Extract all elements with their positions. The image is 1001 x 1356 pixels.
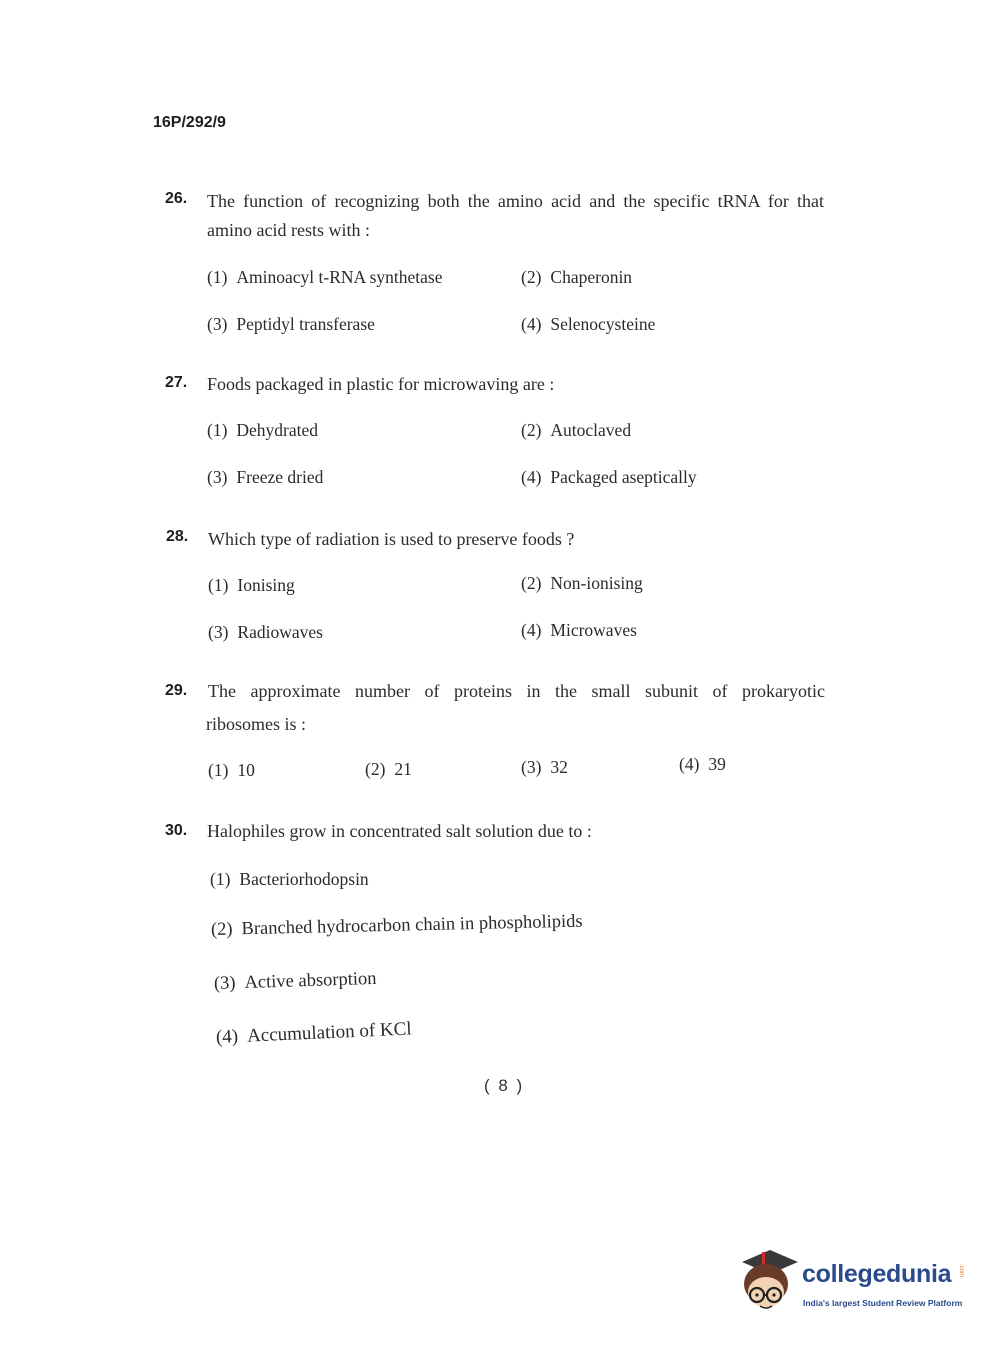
question-text-line: ribosomes is : bbox=[206, 714, 307, 734]
option-number: (4) bbox=[679, 754, 700, 774]
option-number: (3) bbox=[207, 467, 228, 487]
question-number: 28. bbox=[166, 528, 189, 545]
question-number: 27. bbox=[165, 374, 188, 391]
question-text-line: Halophiles grow in concentrated salt solution due to : bbox=[207, 821, 592, 841]
option-text: 39 bbox=[708, 754, 726, 774]
option-4 bbox=[216, 1018, 413, 1049]
option-1 bbox=[207, 420, 318, 441]
option-1 bbox=[208, 575, 295, 596]
option-text: Autoclaved bbox=[550, 420, 632, 440]
option-2 bbox=[521, 267, 632, 288]
option-text: Branched hydrocarbon chain in phospholipids bbox=[241, 911, 583, 940]
option-number: (4) bbox=[215, 1026, 239, 1048]
option-number: (2) bbox=[521, 573, 542, 593]
option-number: (3) bbox=[521, 757, 542, 777]
option-number: (1) bbox=[210, 869, 231, 889]
option-2 bbox=[521, 420, 631, 441]
option-text: Selenocysteine bbox=[550, 314, 656, 334]
option-3 bbox=[207, 314, 375, 335]
option-number: (1) bbox=[207, 267, 228, 287]
option-text: Freeze dried bbox=[236, 467, 324, 487]
option-text: Bacteriorhodopsin bbox=[239, 869, 369, 889]
question-number: 30. bbox=[165, 822, 188, 839]
option-number: (4) bbox=[521, 620, 542, 640]
question-text-line: The function of recognizing both the amino acid and the specific tRNA for that bbox=[207, 191, 824, 211]
option-text: Packaged aseptically bbox=[550, 467, 697, 487]
question-text-line: The approximate number of proteins in the small subunit of prokaryotic bbox=[208, 681, 825, 701]
option-text: Chaperonin bbox=[550, 267, 633, 287]
option-number: (2) bbox=[210, 919, 233, 940]
option-3 bbox=[521, 757, 568, 778]
option-text: Non-ionising bbox=[550, 573, 643, 593]
option-3 bbox=[207, 467, 323, 488]
option-1 bbox=[208, 760, 255, 781]
option-text: Accumulation of KCl bbox=[246, 1018, 413, 1047]
question-number: 29. bbox=[165, 682, 188, 699]
option-number: (2) bbox=[521, 267, 542, 287]
option-number: (3) bbox=[213, 973, 236, 994]
option-4 bbox=[521, 467, 697, 488]
option-text: Dehydrated bbox=[236, 420, 319, 440]
option-number: (3) bbox=[208, 622, 229, 642]
option-1 bbox=[207, 267, 442, 288]
option-3 bbox=[214, 969, 377, 995]
page-code: 16P/292/9 bbox=[153, 114, 226, 131]
logo-domain: .com bbox=[958, 1264, 964, 1278]
logo-tagline: India's largest Student Review Platform bbox=[803, 1298, 963, 1308]
question-text-line: Foods packaged in plastic for microwaving are : bbox=[207, 374, 555, 394]
question-text-line: Which type of radiation is used to preserve foods ? bbox=[208, 529, 575, 549]
option-number: (1) bbox=[207, 420, 228, 440]
option-text: Microwaves bbox=[550, 620, 637, 640]
option-text: Active absorption bbox=[244, 968, 377, 994]
option-number: (1) bbox=[208, 575, 229, 595]
option-1 bbox=[210, 869, 369, 890]
option-2 bbox=[365, 759, 412, 780]
option-text: Peptidyl transferase bbox=[236, 314, 375, 334]
option-4 bbox=[679, 754, 726, 775]
mascot-icon bbox=[740, 1248, 800, 1318]
option-2 bbox=[521, 573, 643, 594]
option-2 bbox=[211, 912, 583, 941]
option-text: Ionising bbox=[237, 575, 295, 595]
page-number: ( 8 ) bbox=[484, 1076, 525, 1095]
option-number: (2) bbox=[365, 759, 386, 779]
option-4 bbox=[521, 620, 637, 641]
option-text: Radiowaves bbox=[237, 622, 323, 642]
option-text: 32 bbox=[550, 757, 568, 777]
option-number: (3) bbox=[207, 314, 228, 334]
question-text-line: amino acid rests with : bbox=[207, 220, 370, 240]
logo-wordmark: collegedunia bbox=[802, 1260, 952, 1288]
question-number: 26. bbox=[165, 190, 188, 207]
option-3 bbox=[208, 622, 323, 643]
option-number: (1) bbox=[208, 760, 229, 780]
option-4 bbox=[521, 314, 655, 335]
option-number: (4) bbox=[521, 314, 542, 334]
option-number: (2) bbox=[521, 420, 542, 440]
option-text: 21 bbox=[394, 759, 412, 779]
collegedunia-logo bbox=[740, 1248, 970, 1318]
option-text: Aminoacyl t-RNA synthetase bbox=[236, 267, 443, 287]
option-number: (4) bbox=[521, 467, 542, 487]
option-text: 10 bbox=[237, 760, 255, 780]
